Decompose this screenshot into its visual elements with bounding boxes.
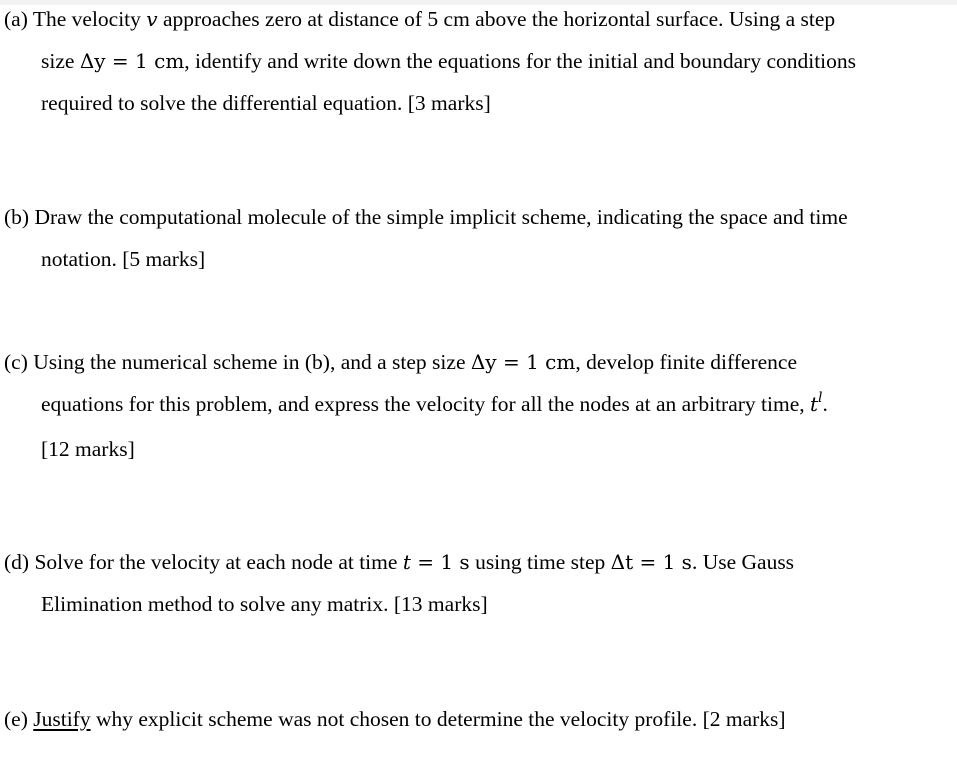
question-e-line-1: (e) Justify why explicit scheme was not chosen to determine the velocity profile. [2 marks] [4, 707, 786, 731]
t-var: t [810, 392, 819, 416]
question-c [4, 341, 949, 470]
delta-y: Δy [79, 49, 106, 73]
question-c-line-2: equations for this problem, and express the velocity for all the nodes at an arbitrary time, $t^l$. [41, 390, 828, 416]
question-e [4, 698, 949, 740]
question-d-line-2: Elimination method to solve any matrix. [13 marks] [41, 592, 488, 616]
question-c-line-3: [12 marks] [41, 437, 135, 461]
question-a-line-3: required to solve the differential equation. [3 marks] [41, 91, 491, 115]
question-a [4, 0, 949, 124]
question-b-line-2: notation. [5 marks] [41, 247, 206, 271]
t-var: t [402, 550, 411, 574]
delta-y: Δy [470, 350, 497, 374]
question-b [4, 196, 949, 280]
question-b-line-1: (b) Draw the computational molecule of the simple implicit scheme, indicating the space and time [4, 205, 848, 229]
question-d-line-1: (d) Solve for the velocity at each node at time t = 1 s using time step Δt = 1 s. Use Gauss [4, 550, 795, 574]
question-a-line-2: size Δy = 1 cm, identify and write down the equations for the initial and boundary conditions [41, 49, 857, 73]
t-superscript: l [818, 390, 823, 406]
question-d [4, 541, 949, 625]
delta-t: Δt [610, 550, 634, 574]
question-a-line-1: (a) The velocity v approaches zero at distance of 5 cm above the horizontal surface. Using a step [4, 7, 836, 31]
var-v: v [146, 7, 158, 31]
question-c-line-1: (c) Using the numerical scheme in (b), and a step size Δy = 1 cm, develop finite difference [4, 350, 798, 374]
justify-word: Justify [33, 707, 91, 731]
